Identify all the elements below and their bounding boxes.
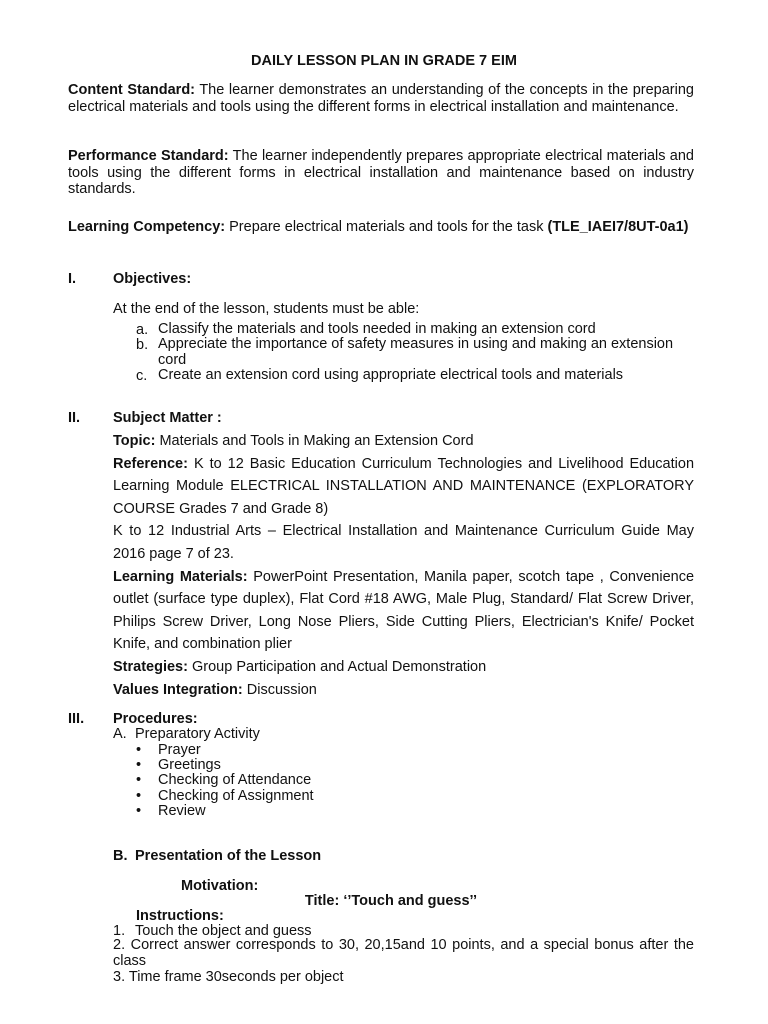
list-item-text: Checking of Attendance <box>158 772 312 788</box>
instruction-item <box>113 969 694 985</box>
strategies-label: Strategies: <box>113 658 188 675</box>
learning-materials-text: PowerPoint Presentation, Manila paper, scotch tape , Convenience outlet (surface type duplex), Flat Cord #18 AWG, Male Plug, Standard/ Flat Screw Driver, Philips Screw Driver, Long Nose Pliers, Side Cutting Pliers, Electrician's Knife/ Pocket Knife, and combination plier <box>113 568 695 653</box>
list-item-text: Review <box>158 803 206 819</box>
strategies-line <box>113 656 694 679</box>
motivation-label: Motivation: <box>181 878 259 894</box>
instructions-label: Instructions: <box>136 908 224 924</box>
bullet-icon: • <box>136 803 142 819</box>
reference-label: Reference: <box>113 455 188 472</box>
topic-line <box>113 430 694 453</box>
performance-standard-text: The learner independently prepares appropriate electrical materials and tools using the different forms in electrical installation and maintenance based on industry standards. <box>68 148 694 197</box>
presentation-heading <box>113 848 322 864</box>
content-standard-label: Content Standard: <box>68 82 196 98</box>
objective-marker: c. <box>136 368 148 384</box>
values-label: Values Integration: <box>113 681 243 698</box>
learning-materials-label: Learning Materials: <box>113 568 248 585</box>
instruction-marker: 1. <box>113 923 126 939</box>
learning-competency <box>68 216 694 239</box>
list-item-text: Checking of Assignment <box>158 788 314 804</box>
content-standard-text: The learner demonstrates an understanding of the concepts in the preparing electrical materials and tools using the different forms in electrical installation and maintenance. <box>68 82 694 115</box>
learning-competency-text: Prepare electrical materials and tools for the task <box>229 219 544 235</box>
reference-text: K to 12 Basic Education Curriculum Technologies and Livelihood Education Learning Module ELECTRICAL INSTALLATION AND MAINTENANCE (EXPLORATORY COURSE Grades 7 and Grade 8) <box>113 455 695 517</box>
presentation-marker: B. <box>113 848 128 864</box>
subject-matter-body <box>113 430 694 701</box>
learning-competency-code: (TLE_IAEI7/8UT-0a1) <box>547 219 689 235</box>
document-title: DAILY LESSON PLAN IN GRADE 7 EIM <box>251 53 517 69</box>
bullet-icon: • <box>136 788 142 804</box>
values-line <box>113 679 694 702</box>
subject-matter-heading: Subject Matter : <box>113 410 222 426</box>
procedures-heading: Procedures: <box>113 711 198 727</box>
instruction-text: Touch the object and guess <box>135 923 312 939</box>
bullet-icon: • <box>136 757 142 773</box>
motivation-title: Title: ‘’Touch and guess’’ <box>304 893 478 909</box>
learning-materials-line <box>113 566 694 656</box>
objectives-intro: At the end of the lesson, students must be able: <box>113 301 420 317</box>
subject-matter-numeral: II. <box>68 410 81 426</box>
instruction-text: Time frame 30seconds per object <box>128 969 344 985</box>
presentation-label: Presentation of the Lesson <box>135 848 322 864</box>
procedures-numeral: III. <box>68 711 85 727</box>
objective-marker: a. <box>136 322 149 338</box>
preparatory-activity <box>113 726 260 742</box>
performance-standard-label: Performance Standard: <box>68 148 229 164</box>
objective-text: Appreciate the importance of safety measures in using and making an extension cord <box>158 336 674 368</box>
bullet-icon: • <box>136 772 142 788</box>
instruction-item <box>113 938 694 969</box>
topic-text: Materials and Tools in Making an Extension Cord <box>159 433 474 449</box>
objectives-heading: Objectives: <box>113 271 192 287</box>
reference-line <box>113 453 694 521</box>
objectives-numeral: I. <box>68 271 77 287</box>
objective-text: Classify the materials and tools needed in making an extension cord <box>158 321 596 337</box>
values-text: Discussion <box>246 681 317 698</box>
preparatory-marker: A. <box>113 726 127 742</box>
objective-marker: b. <box>136 337 149 353</box>
instruction-marker: 2. <box>113 937 126 953</box>
learning-competency-label: Learning Competency: <box>68 219 226 235</box>
topic-label: Topic: <box>113 433 156 449</box>
list-item-text: Prayer <box>158 742 201 758</box>
preparatory-label: Preparatory Activity <box>135 726 260 742</box>
bullet-icon: • <box>136 742 142 758</box>
objective-text: Create an extension cord using appropriate electrical tools and materials <box>158 367 624 383</box>
performance-standard <box>68 148 694 198</box>
content-standard <box>68 82 694 115</box>
reference-line-2: K to 12 Industrial Arts – Electrical Installation and Maintenance Curriculum Guide May 2016 page 7 of 23. <box>113 523 694 562</box>
instruction-text: Correct answer corresponds to 30, 20,15and 10 points, and a special bonus after the class <box>113 937 694 969</box>
strategies-text: Group Participation and Actual Demonstration <box>191 658 487 675</box>
instruction-marker: 3. <box>113 969 126 985</box>
list-item-text: Greetings <box>158 757 221 773</box>
